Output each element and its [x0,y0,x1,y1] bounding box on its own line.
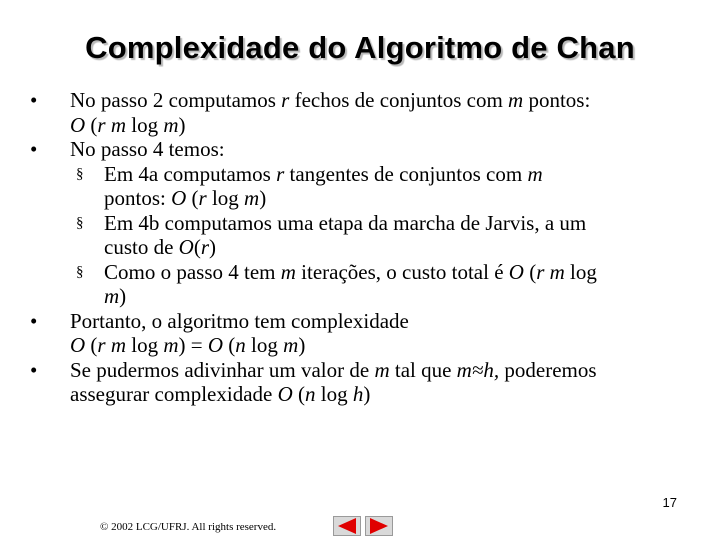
text-line [104,186,680,211]
text-fragment: tangentes de conjuntos com [284,161,528,186]
text-fragment: ( [223,333,236,357]
text-line [104,162,680,187]
text-fragment: No passo 2 computamos [70,88,282,112]
text-fragment: O [207,333,224,357]
bullet-item [0,88,720,137]
text-fragment: m [163,112,179,137]
text-line [104,260,680,285]
text-fragment: iterações, o custo total é [295,259,509,284]
text-fragment: ) [178,112,186,137]
sub-bullet-marker: § [76,165,84,182]
sub-bullet-item [0,162,720,211]
text-line [104,211,680,236]
text-line [70,382,680,407]
text-fragment: assegurar complexidade [70,382,278,406]
text-fragment: m [527,161,543,186]
text-line [70,309,680,334]
text-fragment: log [564,259,597,284]
text-fragment: r m [536,259,565,284]
text-fragment: poderemos [499,357,597,382]
copyright-notice: © 2002 LCG/UFRJ. All rights reserved. [100,521,277,533]
text-line [70,137,680,162]
text-fragment: ) = [178,333,208,357]
page-number: 17 [662,495,677,510]
bullet-item [0,358,720,407]
text-fragment: O [508,259,524,284]
text-fragment: r m [97,112,127,137]
next-slide-button[interactable] [365,516,393,536]
bullet-item [0,309,720,358]
text-fragment: Portanto, o algoritmo tem complexidade [70,308,409,333]
text-line [70,358,680,383]
text-fragment: r m [97,333,127,357]
text-line [70,113,680,138]
text-fragment: O [70,333,86,357]
text-fragment: ( [523,259,537,284]
text-fragment: ( [193,235,201,259]
text-fragment: r [200,235,210,259]
arrow-right-icon [366,517,392,535]
text-fragment: ) [298,333,306,357]
bullet-item [0,137,720,162]
sub-bullet-marker: § [76,263,84,280]
text-fragment: tal que [389,357,457,382]
text-fragment: No passo 4 temos: [70,137,225,161]
text-fragment: ) [209,235,217,259]
text-fragment: ( [186,186,199,210]
slide-body [0,88,720,407]
text-fragment: O [171,186,187,210]
text-fragment: m [283,333,299,357]
text-line [70,88,680,113]
text-fragment: ( [85,112,98,137]
bullet-marker: • [30,88,38,112]
text-fragment: m [104,284,120,308]
text-fragment: m [280,259,296,284]
text-fragment: O [277,382,293,406]
text-fragment: log [126,112,164,137]
sub-bullet-marker: § [76,214,84,231]
text-fragment: ) [259,186,267,210]
text-fragment: h [352,382,364,406]
text-fragment: ) [119,284,127,308]
text-fragment: O [178,235,194,259]
previous-slide-button[interactable] [333,516,361,536]
bullet-marker: • [30,357,38,382]
text-fragment: log [126,333,164,357]
text-line [104,284,680,309]
text-line [104,235,680,260]
bullet-marker: • [30,137,38,161]
text-fragment: n [305,382,316,406]
text-line [70,333,680,358]
text-fragment: Se pudermos adivinhar um valor de [70,357,375,382]
text-fragment: r [198,186,207,210]
text-fragment: m [244,186,260,210]
text-fragment: pontos: [104,186,172,210]
text-fragment: log [206,186,245,210]
text-fragment: n [235,333,246,357]
text-fragment: O [70,112,86,137]
arrow-left-icon [334,517,360,535]
text-fragment: ) [363,382,371,406]
text-fragment: ( [292,382,306,406]
text-fragment: fechos de conjuntos com [289,88,509,112]
text-fragment: Em 4a computamos [104,161,277,186]
text-fragment: Em 4b computamos uma etapa da marcha de Jarvis, a um [104,210,587,235]
text-fragment: m [374,357,390,382]
text-fragment: m [163,333,179,357]
text-fragment: pontos: [523,88,591,112]
text-fragment: custo de [104,235,179,259]
text-fragment: r [281,88,290,112]
sub-bullet-item [0,211,720,260]
text-fragment: log [315,382,353,406]
bullet-marker: • [30,308,38,333]
text-fragment: log [245,333,284,357]
sub-bullet-item [0,260,720,309]
slide-title: Complexidade do Algoritmo de Chan [85,30,635,65]
text-fragment: m [508,88,524,112]
text-fragment: r [276,161,285,186]
text-fragment: m≈h, [456,357,500,382]
text-fragment: ( [85,333,98,357]
text-fragment: Como o passo 4 tem [104,259,281,284]
